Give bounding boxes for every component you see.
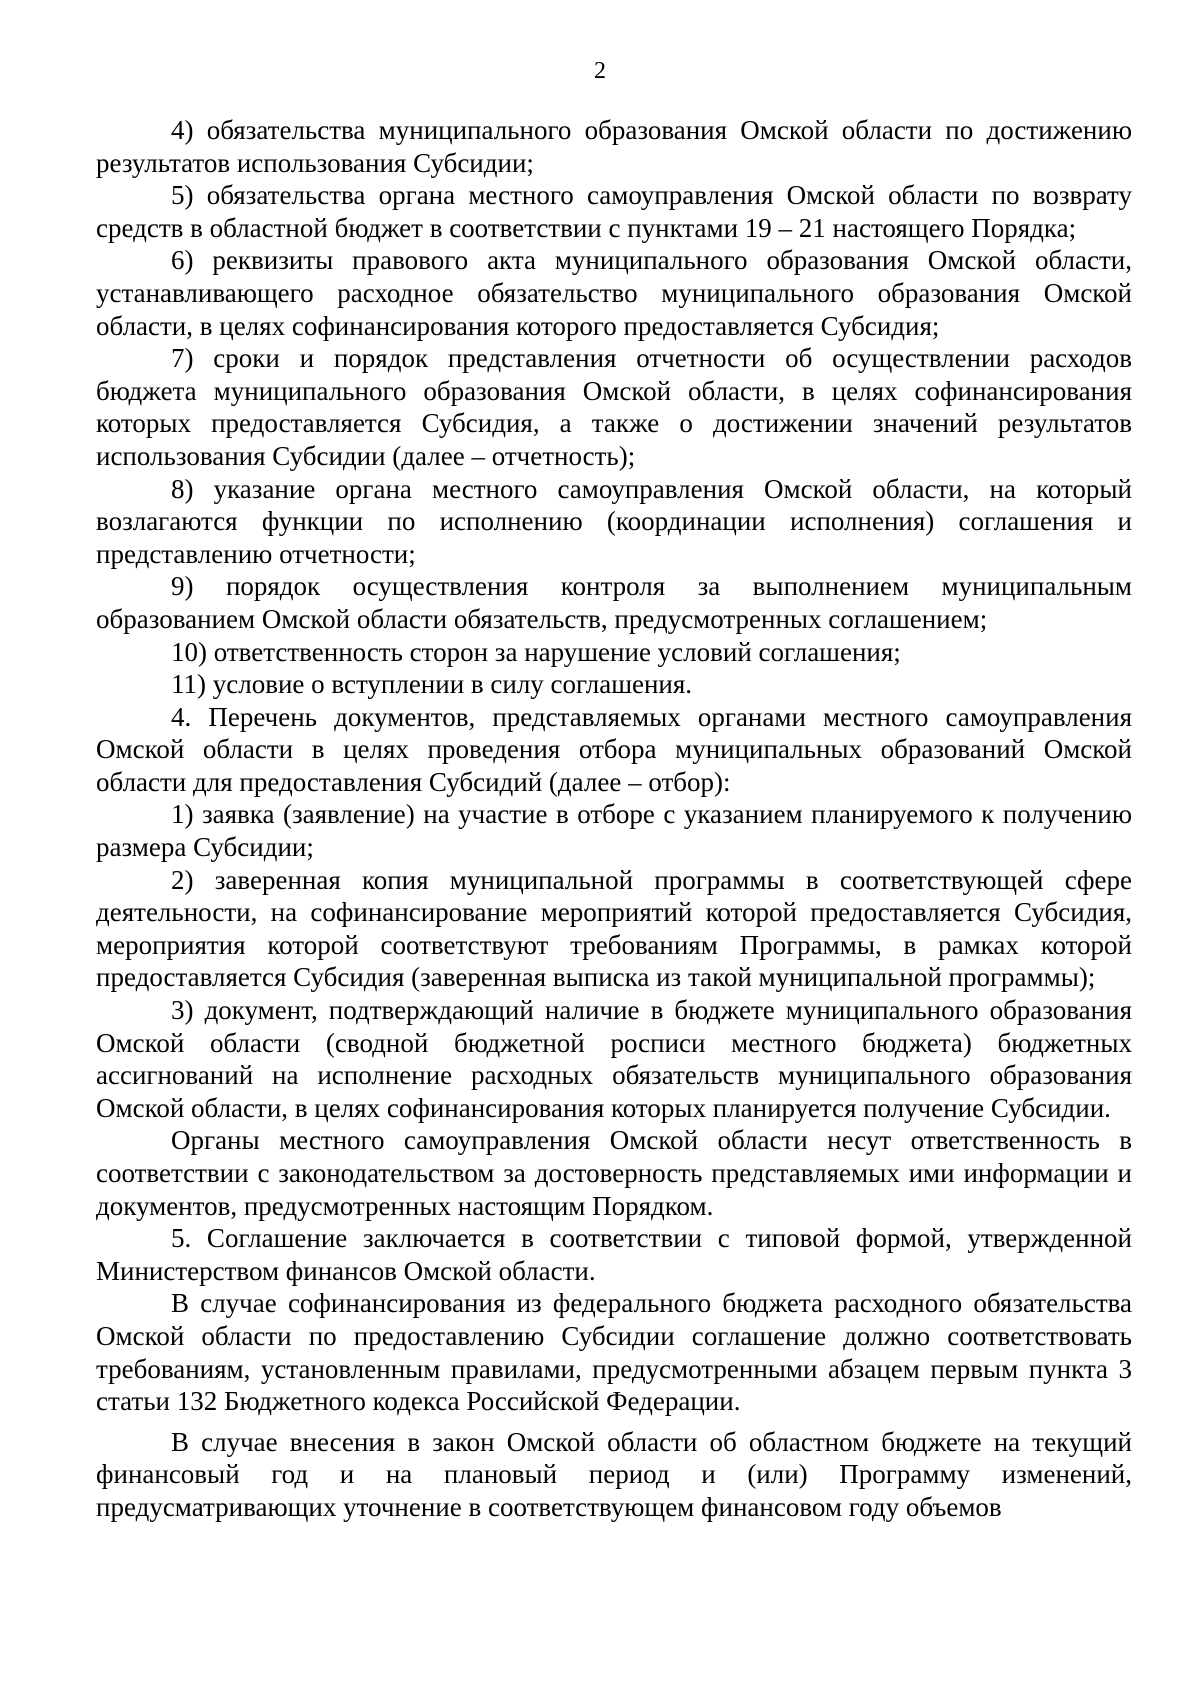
paragraph-doc-3: 3) документ, подтверждающий наличие в бюджете муниципального образования Омской области (сводной бюджетной росписи местного бюджета) бюджетных ассигнований на исполнение расходных обязательств муниципального образования Омской области, в целях софинансирования которых планируется получение Субсидии. xyxy=(96,995,1132,1123)
paragraph-doc-2: 2) заверенная копия муниципальной программы в соответствующей сфере деятельности, на софинансирование мероприятий которой предоставляется Субсидия, мероприятия которой соответствуют требованиям Программы, в рамках которой предоставляется Субсидия (заверенная выписка из такой муниципальной программы); xyxy=(96,864,1132,993)
paragraph-federal-cofinancing: В случае софинансирования из федерального бюджета расходного обязательства Омской области по предоставлению Субсидии соглашение должно соответствовать требованиям, установленным правилами, предусмотренными абзацем первым пункта 3 статьи 132 Бюджетного кодекса Российской Федерации. xyxy=(96,1288,1132,1417)
paragraph-item-4: 4) обязательства муниципального образования Омской области по достижению результатов использования Субсидии; xyxy=(96,115,1132,178)
paragraph-item-8: 8) указание органа местного самоуправления Омской области, на который возлагаются функции по исполнению (координации исполнения) соглашения и представлению отчетности; xyxy=(96,473,1132,569)
paragraph-item-5: 5) обязательства органа местного самоуправления Омской области по возврату средств в областной бюджет в соответствии с пунктами 19 – 21 настоящего Порядка; xyxy=(96,180,1132,243)
paragraph-section-5: 5. Соглашение заключается в соответствии с типовой формой, утвержденной Министерством финансов Омской области. xyxy=(96,1223,1132,1286)
paragraph-item-10: 10) ответственность сторон за нарушение условий соглашения; xyxy=(171,636,901,667)
document-body xyxy=(96,114,1132,1524)
paragraph-item-11: 11) условие о вступлении в силу соглашения. xyxy=(171,669,693,700)
paragraph-item-6: 6) реквизиты правового акта муниципального образования Омской области, устанавливающего расходное обязательство муниципального образования Омской области, в целях софинансирования которого предоставляется Субсидия; xyxy=(96,245,1132,341)
paragraph-item-9: 9) порядок осуществления контроля за выполнением муниципальным образованием Омской области обязательств, предусмотренных соглашением; xyxy=(96,571,1132,634)
page-number: 2 xyxy=(594,58,606,84)
paragraph-item-7: 7) сроки и порядок представления отчетности об осуществлении расходов бюджета муниципального образования Омской области, в целях софинансирования которых предоставляется Субсидия, а также о достижении значений результатов использования Субсидии (далее – отчетность); xyxy=(96,343,1132,471)
paragraph-doc-1: 1) заявка (заявление) на участие в отборе с указанием планируемого к получению размера Субсидии; xyxy=(96,799,1132,863)
paragraph-responsibility: Органы местного самоуправления Омской области несут ответственность в соответствии с законодательством за достоверность представляемых ими информации и документов, предусмотренных настоящим Порядком. xyxy=(96,1125,1132,1221)
paragraph-section-4: 4. Перечень документов, представляемых органами местного самоуправления Омской области в целях проведения отбора муниципальных образований Омской области для предоставления Субсидий (далее – отбор): xyxy=(96,701,1132,797)
paragraph-law-amendments: В случае внесения в закон Омской области об областном бюджете на текущий финансовый год и на плановый период и (или) Программу изменений, предусматривающих уточнение в соответствующем финансовом году объемов xyxy=(96,1426,1132,1522)
